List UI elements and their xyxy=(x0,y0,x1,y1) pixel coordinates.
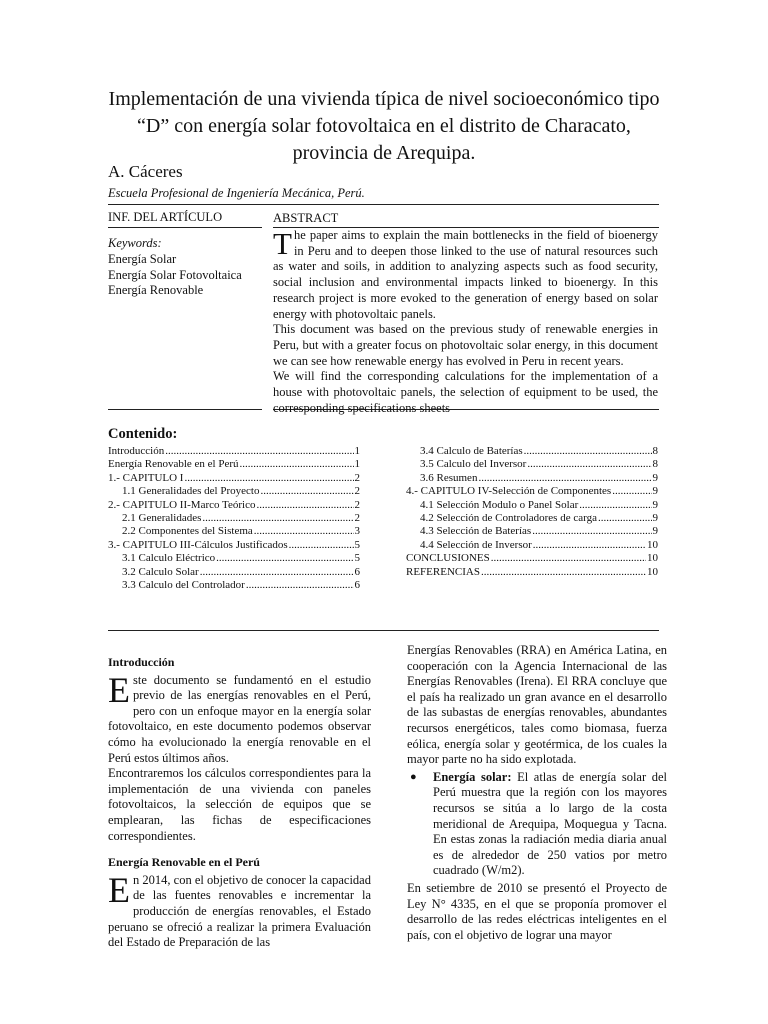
body-paragraph: Encontraremos los cálculos correspondientes para la implementación de una vivienda con paneles fotovoltaicos, la selección de equipos que se emplearan, las fichas de especificaciones correspondientes. xyxy=(108,766,371,843)
toc-entry-page: 2 xyxy=(354,512,360,525)
author-affiliation: Escuela Profesional de Ingeniería Mecánica, Perú. xyxy=(108,186,365,200)
toc-left-column xyxy=(108,445,360,592)
abstract-text xyxy=(273,228,658,416)
toc-dot-leader xyxy=(478,472,651,485)
bullet-term: Energía solar: xyxy=(433,769,512,784)
toc-dot-leader xyxy=(532,525,651,538)
keyword: Energía Solar xyxy=(108,252,177,266)
body-paragraph-text: n 2014, con el objetivo de conocer la capacidad de las fuentes renovables e incrementar la producción de energías renovables, el Estado peruano se ofreció a realizar la primera Evaluación del Estado de Preparación de las xyxy=(108,872,371,950)
toc-entry-page: 9 xyxy=(652,485,658,498)
toc-dot-leader xyxy=(257,499,354,512)
toc-entry-label: 4.3 Selección de Baterías xyxy=(420,525,532,538)
body-paragraph xyxy=(108,669,371,767)
body-paragraph: En setiembre de 2010 se presentó el Proyecto de Ley N° 4335, en el que se proponía promover el desarrollo de las redes eléctricas inteligentes en el país, con el objetivo de lograr una mayor xyxy=(407,880,667,942)
header-rule xyxy=(108,204,659,205)
renovable-dropcap: E xyxy=(108,869,130,910)
toc-entry-label: 3.- CAPITULO III-Cálculos Justificados xyxy=(108,538,288,551)
abstract-paragraph: This document was based on the previous study of renewable energies in Peru, but with a greater focus on photovoltaic solar energy, in this document we can see how renewable energy has evolved in Peru in recent years. xyxy=(273,322,658,368)
toc-dot-leader xyxy=(240,458,354,471)
section-heading-introduccion: Introducción xyxy=(108,655,175,669)
toc-dot-leader xyxy=(481,566,646,579)
toc-entry-label: CONCLUSIONES xyxy=(406,552,490,565)
info-rule xyxy=(108,227,262,228)
section-heading-energia-renovable: Energía Renovable en el Perú xyxy=(108,855,260,870)
abstract-dropcap: T xyxy=(273,226,292,261)
toc-entry-label: 2.2 Componentes del Sistema xyxy=(122,525,253,538)
toc-entry-label: 4.2 Selección de Controladores de carga xyxy=(420,512,597,525)
bullet-text: El atlas de energía solar del Perú muestra que la región con los mayores recursos se sitúa a lo largo de la costa meridional de Arequipa, Moquegua y Tacna. En estas zonas la radiación media diaria anual es de alrededor de 250 vatios por metro cuadrado (W/m2). xyxy=(433,769,667,878)
keywords-label: Keywords: xyxy=(108,236,162,250)
toc-entry[interactable] xyxy=(406,458,658,471)
toc-entry[interactable] xyxy=(108,472,360,485)
bullet-paragraph xyxy=(433,770,667,879)
toc-dot-leader xyxy=(216,552,353,565)
toc-entry[interactable] xyxy=(406,472,658,485)
toc-entry-page: 10 xyxy=(647,552,658,565)
toc-entry[interactable] xyxy=(108,445,360,458)
toc-right-column xyxy=(406,445,658,579)
toc-entry[interactable] xyxy=(108,458,360,471)
toc-dot-leader xyxy=(165,445,353,458)
toc-entry-label: 3.3 Calculo del Controlador xyxy=(122,579,245,592)
toc-dot-leader xyxy=(254,525,354,538)
bullet-item xyxy=(407,770,667,879)
toc-entry[interactable] xyxy=(406,566,658,579)
toc-entry-page: 9 xyxy=(652,512,658,525)
toc-dot-leader xyxy=(202,512,353,525)
toc-entry-label: 3.5 Calculo del Inversor xyxy=(420,458,527,471)
toc-dot-leader xyxy=(524,445,652,458)
paper-title: Implementación de una vivienda típica de nivel socioeconómico tipo “D” con energía solar fotovoltaica en el distrito de Characato, provincia de Arequipa. xyxy=(108,88,660,164)
toc-entry-label: 3.6 Resumen xyxy=(420,471,478,484)
body-right-column xyxy=(407,643,667,943)
toc-entry-label: 2.- CAPITULO II-Marco Teórico xyxy=(108,498,256,511)
toc-entry-label: 1.- CAPITULO I xyxy=(108,471,184,484)
abstract-paragraph-text: he paper aims to explain the main bottlenecks in the field of bioenergy in Peru and to deepen those linked to the use of natural resources such as water and soils, in addition to analyzing aspects such as food security, social inclusion and environmental impacts linked to bioenergy. In this research project is more evoked to the generation of energy based on solar energy with photovoltaic panels. xyxy=(273,228,658,321)
toc-entry-label: 4.1 Selección Modulo o Panel Solar xyxy=(420,498,579,511)
toc-entry[interactable] xyxy=(108,499,360,512)
toc-entry[interactable] xyxy=(108,525,360,538)
toc-entry-page: 9 xyxy=(652,525,658,538)
toc-entry-page: 2 xyxy=(354,485,360,498)
toc-entry[interactable] xyxy=(406,485,658,498)
keywords-list xyxy=(108,252,242,299)
keyword: Energía Solar Fotovoltaica xyxy=(108,267,242,282)
article-info-heading: INF. DEL ARTÍCULO xyxy=(108,210,223,224)
toc-dot-leader xyxy=(527,458,651,471)
toc-entry[interactable] xyxy=(406,445,658,458)
toc-entry[interactable] xyxy=(108,552,360,565)
toc-entry-page: 6 xyxy=(354,565,360,578)
toc-entry-page: 1 xyxy=(354,445,360,457)
toc-entry-label: Introducción xyxy=(108,445,165,457)
toc-entry[interactable] xyxy=(406,539,658,552)
toc-dot-leader xyxy=(260,485,353,498)
toc-entry-page: 5 xyxy=(354,538,360,551)
toc-entry-label: 4.- CAPITULO IV-Selección de Componentes xyxy=(406,485,612,498)
body-paragraph xyxy=(108,869,371,951)
toc-entry-page: 9 xyxy=(652,471,658,484)
abstract-paragraph xyxy=(273,228,658,322)
toc-entry-label: 3.2 Calculo Solar xyxy=(122,565,199,578)
toc-dot-leader xyxy=(612,485,651,498)
info-bottom-rule xyxy=(108,409,262,410)
keyword: Energía Renovable xyxy=(108,283,204,297)
toc-entry-page: 6 xyxy=(354,579,360,592)
toc-dot-leader xyxy=(533,539,646,552)
author-name: A. Cáceres xyxy=(108,162,183,181)
toc-entry-label: 1.1 Generalidades del Proyecto xyxy=(122,485,260,498)
body-paragraph-text: ste documento se fundamentó en el estudio previo de las energías renovables en el Perú, pero con un enfoque mayor en la energía solar fotovoltaico, en este documento podemos observar cómo ha evolucionado la energía renovable en el Perú estos últimos años. xyxy=(108,672,371,765)
toc-entry-page: 10 xyxy=(647,565,658,578)
toc-dot-leader xyxy=(200,566,354,579)
toc-dot-leader xyxy=(246,579,354,592)
toc-dot-leader xyxy=(289,539,354,552)
toc-entry[interactable] xyxy=(108,485,360,498)
toc-entry-label: 3.4 Calculo de Baterías xyxy=(420,445,523,457)
toc-entry-page: 1 xyxy=(354,458,360,471)
toc-entry-page: 3 xyxy=(354,525,360,538)
toc-entry[interactable] xyxy=(406,525,658,538)
body-left-column xyxy=(108,655,371,951)
toc-entry-page: 2 xyxy=(354,471,360,484)
toc-entry[interactable] xyxy=(108,579,360,592)
toc-entry-page: 2 xyxy=(354,498,360,511)
bullet-icon: ● xyxy=(410,770,417,783)
toc-entry-page: 5 xyxy=(354,552,360,565)
toc-entry-label: 2.1 Generalidades xyxy=(122,512,202,525)
toc-entry-label: 3.1 Calculo Eléctrico xyxy=(122,552,216,565)
intro-dropcap: E xyxy=(108,669,130,710)
toc-bottom-rule xyxy=(108,630,659,631)
toc-entry[interactable] xyxy=(108,539,360,552)
toc-entry[interactable] xyxy=(406,499,658,512)
toc-entry-label: REFERENCIAS xyxy=(406,565,480,578)
toc-entry[interactable] xyxy=(406,512,658,525)
toc-entry[interactable] xyxy=(108,566,360,579)
toc-entry[interactable] xyxy=(108,512,360,525)
toc-entry-page: 9 xyxy=(652,498,658,511)
abstract-paragraph: We will find the corresponding calculations for the implementation of a house with photovoltaic panels, the selection of equipment to be used, the corresponding specifications sheets xyxy=(273,369,658,415)
toc-dot-leader xyxy=(598,512,652,525)
toc-dot-leader xyxy=(491,552,646,565)
abstract-heading: ABSTRACT xyxy=(273,211,339,225)
toc-title: Contenido: xyxy=(108,426,178,442)
toc-entry-page: 10 xyxy=(647,538,658,551)
toc-dot-leader xyxy=(184,472,353,485)
toc-entry-page: 8 xyxy=(652,445,658,457)
toc-entry-page: 8 xyxy=(652,458,658,471)
toc-dot-leader xyxy=(579,499,651,512)
toc-entry-label: Energía Renovable en el Perú xyxy=(108,458,239,471)
toc-entry[interactable] xyxy=(406,552,658,565)
toc-entry-label: 4.4 Selección de Inversor xyxy=(420,538,532,551)
body-paragraph: Energías Renovables (RRA) en América Latina, en cooperación con la Agencia Internacional de las Energías Renovables (Irena). El RRA concluye que el país ha realizado un gran avance en el desarrollo de las subastas de energías renovables, abundantes recursos energéticos, tales como biomasa, fuerza eólica, energía solar y geotérmica, de los cuales la mayor parte no ha sido explotada. xyxy=(407,643,667,767)
